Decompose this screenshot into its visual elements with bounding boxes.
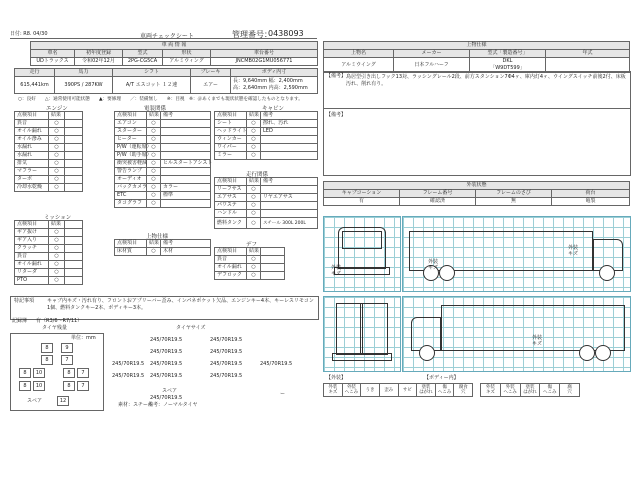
serial-number-value: 「W9DT599」 [490, 65, 525, 71]
result: ○ [247, 272, 261, 280]
col-header: 型式 [123, 50, 163, 58]
engine-item: 排気 [15, 160, 49, 168]
col-header: ブレーキ [191, 69, 231, 77]
result: ○ [49, 253, 65, 261]
legend-item: 塗装 はがれ [417, 384, 436, 397]
note: 木材 [161, 248, 211, 256]
col-header: 結果 [147, 112, 161, 120]
inner-height-value: 内高：2,590 [268, 85, 298, 91]
def-table [214, 247, 285, 280]
legend-item: 外装 キズ [481, 384, 501, 397]
tire-size: 245/70R19.5 [260, 361, 293, 367]
tire-remain-box [10, 333, 104, 411]
note [161, 128, 211, 136]
legend-item: 腐 穴 [560, 384, 580, 397]
tire-front-left: 8 [41, 343, 53, 353]
damage-mark: 外装 キズ [531, 335, 542, 347]
mission-item: ギア入り [15, 237, 49, 245]
legend-item: 外装 へこみ [500, 384, 520, 397]
result: ○ [49, 261, 65, 269]
record-label: 記録簿 [12, 318, 28, 324]
result: ○ [49, 245, 65, 253]
unit: mm [257, 85, 268, 91]
spare-tire-value: 12 [57, 396, 69, 406]
tire-size: 245/70R19.5 [150, 373, 183, 379]
col-header: メーカー [394, 50, 470, 58]
spec-remarks-box [323, 71, 631, 109]
management-number: 0438093 [268, 29, 304, 38]
notes-label: 特記事項 [14, 298, 35, 304]
note: 標準 [161, 192, 211, 200]
cabin-item: ヘッドライト [215, 128, 247, 136]
remarks-label: 【備考】 [326, 73, 347, 79]
col-header: フレーム番号 [400, 190, 476, 198]
col-header: 備考 [161, 240, 211, 248]
tire-size: 245/70R19.5 [210, 373, 243, 379]
frame-number-value: 確認済 [400, 198, 476, 206]
legend-item: 外装 へこみ [342, 384, 361, 397]
electrical-item: オーディオ [115, 176, 147, 184]
col-header: 形状 [163, 50, 211, 58]
inspection-legend: ○：良好 △：通常使用可能状態 ▲：要修理 ／：装備無し ※：目視 ※：＠あくまでも現状状態を確認したものとなります。 [18, 97, 303, 102]
tire-value: 10 [33, 381, 45, 391]
engine-item: マフラー [15, 168, 49, 176]
note [261, 152, 318, 160]
spec-section-title: 上物仕様 [324, 42, 630, 50]
chassis-item: パワステ [215, 202, 247, 210]
cabin-item: シート [215, 120, 247, 128]
col-header: シフト [113, 69, 191, 77]
col-header: 荷台 [552, 190, 630, 198]
result: ○ [49, 168, 65, 176]
spare-tire-size: 245/70R19.5 [150, 395, 183, 401]
cab-caution-value: 有 [324, 198, 400, 206]
result: ○ [49, 184, 65, 192]
legend-item: 傷 へこみ [540, 384, 560, 397]
result: ○ [247, 120, 261, 128]
spare-dash: ー [280, 391, 286, 397]
col-header: 年式 [546, 50, 630, 58]
width-value: 幅：2,400 [268, 78, 293, 84]
tire-size: 245/70R19.5 [150, 349, 183, 355]
cabin-item: ワイパー [215, 144, 247, 152]
col-header: 結果 [49, 112, 65, 120]
electrical-table [114, 111, 211, 208]
result: ○ [147, 120, 161, 128]
unit: mm [257, 78, 268, 84]
col-header: 初年度登録 [75, 50, 123, 58]
tire-size-area [110, 333, 317, 413]
col-header: 点検項目 [215, 112, 247, 120]
note: カラー [161, 184, 211, 192]
tire-value: 7 [77, 381, 89, 391]
def-item: デフロック [215, 272, 247, 280]
result: ○ [247, 186, 261, 194]
damage-mark: 外装 キズ [330, 265, 341, 277]
result: ○ [247, 218, 261, 229]
spare-label: スペア [27, 398, 43, 404]
electrical-item: ヒーター [115, 136, 147, 144]
chassis-item: リーフサス [215, 186, 247, 194]
engine-item: オイル漏れ [15, 128, 49, 136]
col-header: 結果 [247, 178, 261, 186]
result: ○ [49, 136, 65, 144]
electrical-title: 電装関係 [144, 106, 167, 112]
col-header: 備考 [161, 112, 211, 120]
tire-front-right: 9 [61, 343, 73, 353]
result: ○ [49, 160, 65, 168]
result: ○ [49, 277, 65, 285]
mission-item: 異音 [15, 253, 49, 261]
col-header: 結果 [49, 221, 65, 229]
shift-value: A/T エスコット １２速 [113, 77, 191, 94]
result: ○ [147, 144, 161, 152]
wheel [599, 265, 615, 281]
appearance-title: 外装状態 [324, 182, 630, 190]
notes-text: キャブ内キズ・汚れ有り、フロントおアプリーバー歪み、インパネポケット欠品、エンジンキー4本、キーレスリモコン1個、燃料タンクキー2本、ボディキー3本。 [47, 298, 314, 311]
col-header: フレームのさび [476, 190, 552, 198]
col-header: 点検項目 [115, 112, 147, 120]
tire-value: 8 [63, 368, 75, 378]
electrical-item: ETC [115, 192, 147, 200]
wheel [579, 345, 595, 361]
tire-material: 素材：スチール [118, 402, 153, 408]
tire-size: 245/70R19.5 [210, 337, 243, 343]
col-header: 備考 [261, 178, 318, 186]
upper-title: 上物仕様 [146, 234, 169, 240]
note [261, 136, 318, 144]
col-header: 型式「製造番号」 [470, 50, 546, 58]
engine-table [14, 111, 83, 192]
result: ○ [247, 256, 261, 264]
unit: mm [298, 85, 308, 91]
spare-size-label: スペア [162, 388, 178, 394]
sheet-title: 車両チェックシート [140, 33, 194, 40]
result: ○ [147, 176, 161, 184]
result: ○ [49, 120, 65, 128]
mission-item: リターダ [15, 269, 49, 277]
col-header: 上物名 [324, 50, 394, 58]
exterior-legend-title: 【外装】 [326, 375, 347, 381]
col-header: 点検項目 [215, 248, 247, 256]
tire-value: 7 [77, 368, 89, 378]
def-title: デフ [246, 242, 258, 248]
body-name-value: アルミウイング [324, 58, 394, 73]
tire-size: 245/70R19.5 [112, 373, 145, 379]
chassis-title: 走行関係 [246, 172, 269, 178]
def-item: オイル漏れ [215, 264, 247, 272]
note [261, 202, 318, 210]
note [261, 210, 318, 218]
brake-value: エアー [191, 77, 231, 94]
note [161, 176, 211, 184]
truck-diagram-rear [323, 296, 401, 372]
col-header: キャブコーション [324, 190, 400, 198]
wheel [419, 345, 435, 361]
col-header: 馬力 [55, 69, 113, 77]
tire-remain-title: タイヤ残量 [42, 325, 67, 331]
truck-diagram-front [323, 216, 401, 292]
electrical-item: タコグラフ [115, 200, 147, 208]
col-header: 走行 [15, 69, 55, 77]
mileage-value: 615,441km [15, 77, 55, 94]
engine-item: ターボ [15, 176, 49, 184]
tire-size-title: タイヤサイズ [176, 325, 206, 331]
electrical-item: P/W（運転席） [115, 144, 147, 152]
note [161, 168, 211, 176]
damage-mark: 外装 キズ [427, 259, 438, 271]
cabin-item: ミラー [215, 152, 247, 160]
result: ○ [147, 200, 161, 208]
body-dimensions [231, 77, 318, 94]
result: ○ [49, 152, 65, 160]
mission-item: クラッチ [15, 245, 49, 253]
note: リヤエアサス [261, 194, 318, 202]
body-legend-table [480, 383, 580, 397]
cabin-table [214, 111, 318, 160]
result: ○ [49, 237, 65, 245]
height-value: 高：2,640 [233, 85, 258, 91]
upper-table [114, 239, 211, 256]
engine-item: オイル滲み [15, 136, 49, 144]
note [161, 120, 211, 128]
engine-item: 水漏れ [15, 152, 49, 160]
result: ○ [147, 184, 161, 192]
result: ○ [147, 128, 161, 136]
result: ○ [147, 168, 161, 176]
mission-table [14, 220, 83, 285]
result: ○ [147, 136, 161, 144]
rear-bumper-outline [332, 353, 392, 361]
result: ○ [147, 152, 161, 160]
col-header: 結果 [247, 112, 261, 120]
note [261, 186, 318, 194]
legend-item: 塗装 はがれ [520, 384, 540, 397]
chassis-item: ハンドル [215, 210, 247, 218]
note: スチール 300L 200L [261, 218, 318, 229]
legend-item: サビ [398, 384, 417, 397]
model-value: DKL [502, 58, 513, 64]
management-label: 管理番号： [232, 30, 272, 39]
note: ヒルスタートアシスト [161, 160, 211, 168]
result: ○ [147, 192, 161, 200]
result: ○ [49, 229, 65, 237]
model-code-value: 2PG-CG5CA [123, 58, 163, 66]
tire-size: 245/70R19.5 [210, 349, 243, 355]
col-header: 車台番号 [211, 50, 318, 58]
note [261, 144, 318, 152]
appearance-table [323, 181, 630, 206]
engine-item: 異音 [15, 120, 49, 128]
col-header: 車名 [31, 50, 75, 58]
result: ○ [247, 194, 261, 202]
note [161, 136, 211, 144]
wheel [595, 345, 611, 361]
special-notes-box [10, 296, 319, 320]
windshield-outline [342, 231, 382, 249]
chassis-item: 燃料タンク [215, 218, 247, 229]
col-header: 点検項目 [15, 221, 49, 229]
col-header: 点検項目 [215, 178, 247, 186]
bed-value: 亀裂 [552, 198, 630, 206]
def-item: 異音 [215, 256, 247, 264]
cabin-title: キャビン [262, 106, 285, 112]
tire-remark: 備考：ノーマルタイヤ [148, 402, 198, 408]
tire-unit: 単位：mm [71, 335, 96, 341]
note [161, 152, 211, 160]
remarks-box-2 [323, 108, 631, 176]
tire-size: 245/70R19.5 [150, 361, 183, 367]
result: ○ [147, 160, 161, 168]
col-header: 結果 [147, 240, 161, 248]
legend-item: 傷 へこみ [435, 384, 454, 397]
engine-item: 水漏れ [15, 144, 49, 152]
chassis-number-value: JNCMB02G1MU056771 [211, 58, 318, 66]
result: ○ [49, 128, 65, 136]
engine-title: エンジン [46, 106, 68, 112]
tire-value: 10 [33, 368, 45, 378]
maker-value: UDトラックス [31, 58, 75, 66]
legend-item: 歪み [379, 384, 398, 397]
record-value: 有（R3/6〜R7/11） [36, 318, 83, 324]
vehicle-section-title: 車 両 情 報 [31, 42, 318, 50]
length-value: 長：9,640 [233, 78, 258, 84]
legend-item: 外装 キズ [324, 384, 343, 397]
frame-rust-value: 無 [476, 198, 552, 206]
electrical-item: 警告ランプ [115, 168, 147, 176]
electrical-item: 衝突被害軽減 [115, 160, 147, 168]
tire-value: 8 [19, 368, 31, 378]
vehicle-info-table [30, 41, 318, 66]
electrical-item: エアコン [115, 120, 147, 128]
result: ○ [247, 144, 261, 152]
remarks-label-2: 【備考】 [326, 112, 347, 118]
upper-spec-table [323, 41, 630, 73]
mission-item: PTO [15, 277, 49, 285]
manufacturer-value: 日本フルハーフ [394, 58, 470, 73]
tire-size: 245/70R19.5 [150, 337, 183, 343]
col-header: 点検項目 [15, 112, 49, 120]
body-shape-value: アルミウィング [163, 58, 211, 66]
result: ○ [247, 210, 261, 218]
exterior-legend-table [323, 383, 473, 397]
electrical-item: バックカメラ [115, 184, 147, 192]
result: ○ [247, 264, 261, 272]
issue-date: 日付: R8. 04/30 [10, 31, 48, 37]
legend-item: うき [361, 384, 380, 397]
result: ○ [49, 269, 65, 277]
truck-diagram-side-left [402, 216, 631, 292]
note: 擦れ、汚れ [261, 120, 318, 128]
engine-item: 冷却水乾燥 [15, 184, 49, 192]
col-header: 備考 [261, 112, 318, 120]
result: ○ [147, 248, 161, 256]
mission-item: ギア抜け [15, 229, 49, 237]
horsepower-value: 390PS / 287KW [55, 77, 113, 94]
upper-item: 床材質 [115, 248, 147, 256]
vehicle-info-table-2 [14, 68, 318, 94]
col-header: 点検項目 [115, 240, 147, 248]
tire-size: 245/70R19.5 [210, 361, 243, 367]
legend-item: 腐食 穴 [454, 384, 473, 397]
unit: mm [293, 78, 303, 84]
electrical-item: P/W（助手席） [115, 152, 147, 160]
chassis-table [214, 177, 318, 229]
result: ○ [247, 136, 261, 144]
note: LED [261, 128, 318, 136]
result: ○ [49, 176, 65, 184]
mission-item: オイル漏れ [15, 261, 49, 269]
result: ○ [247, 128, 261, 136]
col-header: 結果 [247, 248, 261, 256]
col-header: ボディ内寸 [231, 69, 318, 77]
cabin-item: ウィンカー [215, 136, 247, 144]
damage-mark: 外装 キズ [567, 245, 578, 257]
note [161, 200, 211, 208]
result: ○ [49, 144, 65, 152]
header-rule [10, 38, 317, 39]
electrical-item: スターター [115, 128, 147, 136]
note [161, 144, 211, 152]
tire-size: 245/70R19.5 [112, 361, 145, 367]
tire-value: 8 [19, 381, 31, 391]
tire-value: 8 [63, 381, 75, 391]
remarks-text: 鳥居型引き出しフック13対、ラッシングレール2段、前方スタンション7Φ4ヶ、庫内灯4ヶ、ウイングスイッチ前後2付、床板汚れ、削れ有り。 [346, 74, 626, 87]
mission-title: ミッション [44, 215, 72, 221]
result: ○ [247, 202, 261, 210]
body-legend-title: 【ボディー内】 [424, 375, 459, 381]
door-split [360, 303, 363, 355]
chassis-item: エアサス [215, 194, 247, 202]
tire-value: 7 [61, 355, 73, 365]
first-registration-value: 令和02年12月 [75, 58, 123, 66]
result: ○ [247, 152, 261, 160]
tire-value: 8 [41, 355, 53, 365]
truck-diagram-side-right [402, 296, 631, 372]
